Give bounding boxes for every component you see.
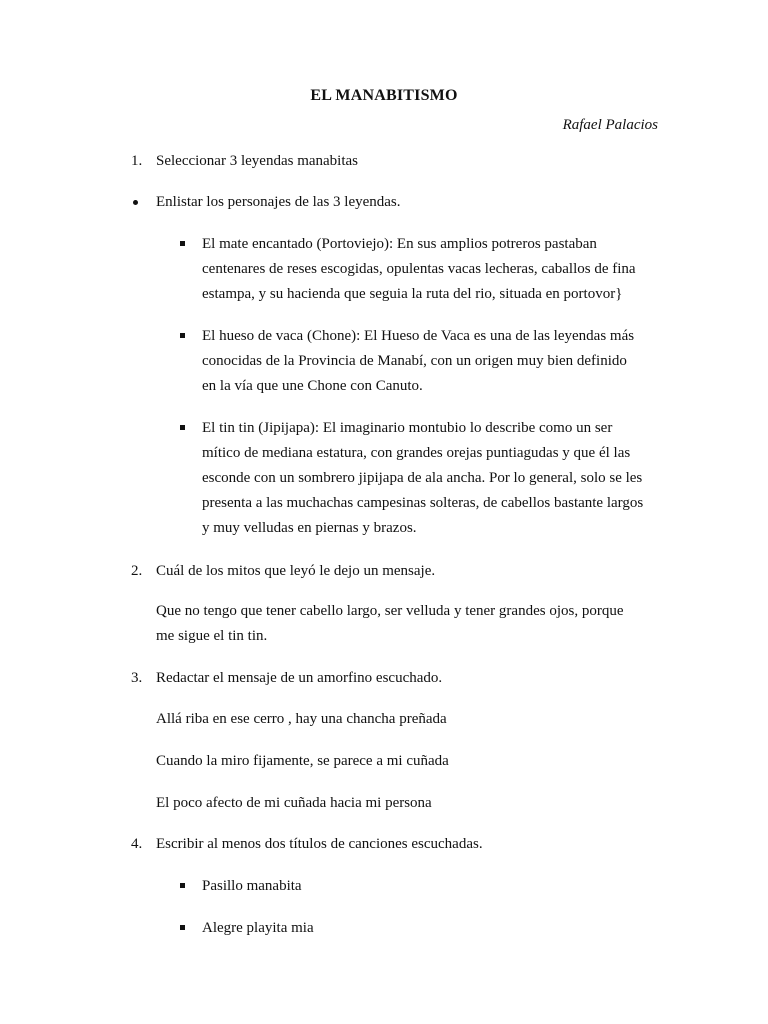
song-title: Alegre playita mia	[202, 920, 314, 936]
legend-2-line: en la vía que une Chone con Canuto.	[202, 378, 423, 394]
amorfino-verse: Cuando la miro fijamente, se parece a mi cuñada	[156, 753, 449, 769]
question-4-text: Escribir al menos dos títulos de canciones escuchadas.	[156, 836, 483, 852]
legend-1-line: estampa, y su hacienda que seguia la ruta del rio, situada en portovor}	[202, 286, 623, 302]
legend-2-line: conocidas de la Provincia de Manabí, con un origen muy bien definido	[202, 353, 627, 369]
legend-1-line: centenares de reses escogidas, opulentas vacas lecheras, caballos de fina	[202, 261, 636, 277]
question-2-text: Cuál de los mitos que leyó le dejo un mensaje.	[156, 563, 436, 579]
legend-1-line: El mate encantado (Portoviejo): En sus amplios potreros pastaban	[202, 236, 597, 252]
bullet-text: Enlistar los personajes de las 3 leyendas.	[156, 194, 401, 210]
square-bullet-icon	[180, 241, 185, 246]
list-number-4: 4.	[131, 836, 143, 852]
list-number-2: 2.	[131, 563, 143, 579]
song-title: Pasillo manabita	[202, 878, 302, 894]
legend-2-line: El hueso de vaca (Chone): El Hueso de Vaca es una de las leyendas más	[202, 328, 635, 344]
legend-3-line: mítico de mediana estatura, con grandes orejas puntiagudas y que él las	[202, 445, 631, 461]
answer-2-line: Que no tengo que tener cabello largo, ser velluda y tener grandes ojos, porque	[156, 603, 624, 619]
question-1-text: Seleccionar 3 leyendas manabitas	[156, 153, 359, 169]
square-bullet-icon	[180, 333, 185, 338]
question-3-text: Redactar el mensaje de un amorfino escuchado.	[156, 670, 443, 686]
list-number-1: 1.	[131, 153, 143, 169]
document-author: Rafael Palacios	[562, 117, 658, 133]
amorfino-verse: Allá riba en ese cerro , hay una chancha preñada	[156, 711, 447, 727]
legend-3-line: El tin tin (Jipijapa): El imaginario montubio lo describe como un ser	[202, 420, 613, 436]
square-bullet-icon	[180, 925, 185, 930]
document-title: EL MANABITISMO	[310, 87, 458, 104]
bullet-dot-icon	[133, 200, 138, 205]
answer-2-line: me sigue el tin tin.	[156, 628, 268, 644]
square-bullet-icon	[180, 425, 185, 430]
square-bullet-icon	[180, 883, 185, 888]
amorfino-verse: El poco afecto de mi cuñada hacia mi persona	[156, 795, 432, 811]
legend-3-line: presenta a las muchachas campesinas solteras, de cabellos bastante largos	[202, 495, 644, 511]
legend-3-line: y muy velludas en piernas y brazos.	[202, 520, 417, 536]
legend-3-line: esconde con un sombrero jipijapa de ala ancha. Por lo general, solo se les	[202, 470, 643, 486]
list-number-3: 3.	[131, 670, 143, 686]
